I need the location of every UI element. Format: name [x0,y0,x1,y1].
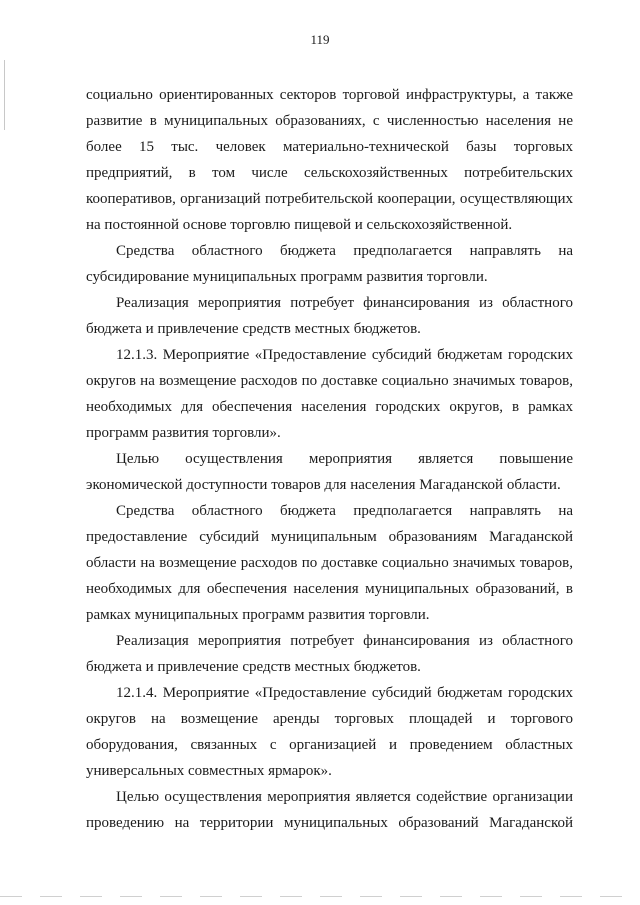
text-line: необходимых для обеспечения населения городских округов, в рамках [86,399,573,415]
text-line: необходимых для обеспечения населения муниципальных образований, в [86,581,573,597]
text-line: Целью осуществления мероприятия является повышение [116,451,573,467]
body-text [86,82,573,836]
text-line: Средства областного бюджета предполагается направлять на [116,503,573,519]
text-line: Целью осуществления мероприятия является содействие организации [116,789,573,805]
text-line: области на возмещение расходов по доставке социально значимых товаров, [86,555,573,571]
text-line: кооперативов, организаций потребительской кооперации, осуществляющих [86,191,573,207]
text-line: рамках муниципальных программ развития торговли. [86,607,430,623]
scan-margin-mark [4,60,5,130]
text-line: на постоянной основе торговлю пищевой и сельскохозяйственной. [86,217,513,233]
text-line: социально ориентированных секторов торговой инфраструктуры, а также [86,87,573,103]
text-line: программ развития торговли». [86,425,281,441]
text-line: экономической доступности товаров для населения Магаданской области. [86,477,561,493]
text-line: бюджета и привлечение средств местных бюджетов. [86,321,421,337]
text-line: проведению на территории муниципальных образований Магаданской [86,815,573,831]
text-line: развитие в муниципальных образованиях, с численностью населения не [86,113,573,129]
text-line: округов на возмещение расходов по доставке социально значимых товаров, [86,373,573,389]
text-line: оборудования, связанных с организацией и проведением областных [86,737,573,753]
text-line: субсидирование муниципальных программ развития торговли. [86,269,488,285]
text-line: предприятий, в том числе сельскохозяйственных потребительских [86,165,573,181]
text-line: Реализация мероприятия потребует финансирования из областного [116,295,573,311]
text-line: 12.1.3. Мероприятие «Предоставление субсидий бюджетам городских [116,347,573,363]
text-line: Средства областного бюджета предполагается направлять на [116,243,573,259]
page-number: 119 [310,32,330,47]
text-line: предоставление субсидий муниципальным образованиям Магаданской [86,529,573,545]
scan-bottom-artifact [0,896,640,897]
text-line: 12.1.4. Мероприятие «Предоставление субсидий бюджетам городских [116,685,573,701]
text-line: более 15 тыс. человек материально-технической базы торговых [86,139,573,155]
text-line: округов на возмещение аренды торговых площадей и торгового [86,711,573,727]
text-line: Реализация мероприятия потребует финансирования из областного [116,633,573,649]
text-line: универсальных совместных ярмарок». [86,763,332,779]
text-line: бюджета и привлечение средств местных бюджетов. [86,659,421,675]
